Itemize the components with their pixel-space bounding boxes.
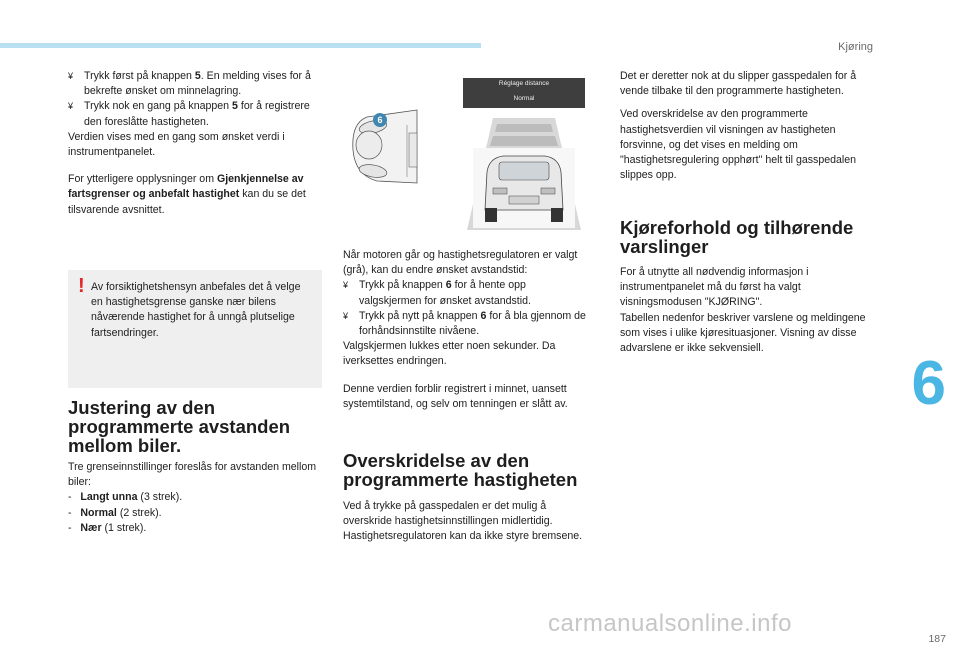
column-2-bottom xyxy=(343,499,591,545)
paragraph: Verdien vises med en gang som ønsket verdi i instrumentpanelet. xyxy=(68,130,285,159)
list-item: - Langt unna (3 strek). xyxy=(68,491,183,504)
column-1-top xyxy=(68,69,323,218)
heading-overspeed: Overskridelse av den programmerte hastigheten xyxy=(343,450,578,490)
paragraph: Ved å trykke på gasspedalen er det mulig å overskride hastighetsinnstillingen midlertidig. Hastighetsregulatoren kan da ikke styre bremsene. xyxy=(343,500,583,543)
callout-number-6: 6 xyxy=(373,113,387,127)
paragraph: Ved overskridelse av den programmerte hastighetsverdien vil visningen av hastigheten forsvinne, og det vises en melding om "hastighetsregulering opphørt" helt til gasspedalen slippes opp. xyxy=(620,108,857,182)
screen-value: Normal xyxy=(513,95,535,102)
column-3-bottom xyxy=(620,265,872,356)
paragraph: Tabellen nedenfor beskriver varslene og meldingene som vises i ulike kjøresituasjoner. Visning av disse advarslene er ikke sekvensiell. xyxy=(620,311,866,355)
bullet-icon: ¥ xyxy=(68,101,74,112)
bullet-icon: ¥ xyxy=(68,71,74,81)
warning-text: Av forsiktighetshensyn anbefales det å velge en hastighetsgrense ganske nær bilens nåværende hastighet for å unngå plutselige fartsendringer. xyxy=(91,281,301,339)
bullet-item: ¥ Trykk først på knappen 5. En melding vises for å bekrefte ønsket om minnelagring. xyxy=(68,70,311,98)
heading-adjust-distance: Justering av den programmerte avstanden mellom biler. xyxy=(68,397,291,456)
bullet-icon: ¥ xyxy=(343,310,349,321)
column-2 xyxy=(343,248,588,412)
paragraph: For ytterligere opplysninger om Gjenkjennelse av fartsgrenser og anbefalt hastighet kan du se det tilsvarende avsnittet. xyxy=(68,173,306,216)
bullet-item: ¥ Trykk på knappen 6 for å hente opp valgskjermen for ønsket avstandstid. xyxy=(343,279,531,307)
watermark: carmanualsonline.info xyxy=(548,610,792,637)
column-3 xyxy=(620,69,870,183)
bullet-item: ¥ Trykk på nytt på knappen 6 for å bla gjennom de forhåndsinnstilte nivåene. xyxy=(343,309,586,338)
paragraph: For å utnytte all nødvendig informasjon i instrumentpanelet må du først ha valgt visningsmodusen "KJØRING". xyxy=(620,266,809,309)
paragraph: Denne verdien forblir registrert i minnet, uansett systemtilstand, og selv om tenningen er slått av. xyxy=(343,382,568,410)
paragraph: Valgskjermen lukkes etter noen sekunder. Da iverksettes endringen. xyxy=(343,340,556,368)
paragraph: Tre grenseinnstillinger foreslås for avstanden mellom biler: xyxy=(68,461,317,489)
list-item: - Normal (2 strek). xyxy=(68,506,162,519)
warning-icon: ! xyxy=(78,275,85,297)
bullet-icon: ¥ xyxy=(343,280,349,291)
section-title: Kjøring xyxy=(838,41,873,53)
header-accent-bar xyxy=(0,43,481,48)
chapter-number: 6 xyxy=(911,349,946,418)
column-1-bottom xyxy=(68,460,323,536)
bullet-item: ¥ Trykk nok en gang på knappen 5 for å registrere den foreslåtte hastigheten. xyxy=(68,100,310,128)
heading-driving-conditions: Kjøreforhold og tilhørende varslinger xyxy=(620,217,854,257)
screen-title: Réglage distance xyxy=(498,80,550,87)
page-number: 187 xyxy=(928,633,946,645)
list-item: - Nær (1 strek). xyxy=(68,521,147,534)
paragraph: Når motoren går og hastighetsregulatoren er valgt (grå), kan du endre ønsket avstandstid: xyxy=(343,249,578,277)
paragraph: Det er deretter nok at du slipper gasspedalen for å vende tilbake til den programmerte hastigheten. xyxy=(620,70,857,98)
